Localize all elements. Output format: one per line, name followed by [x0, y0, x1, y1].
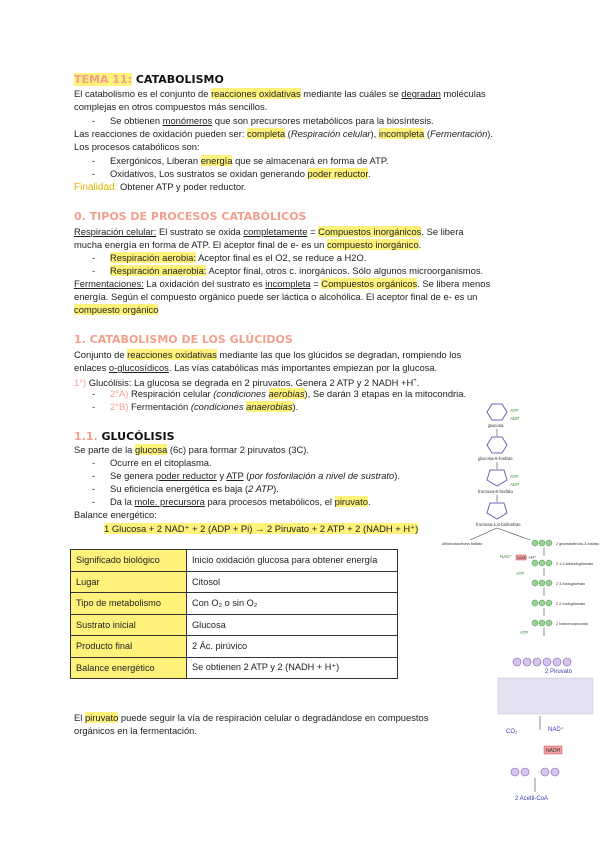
fig-f16: fructosa-1,6-bisfosfato	[476, 522, 521, 527]
s0-line-4: energía. Según el compuesto orgánico puede ser láctica o alcohólica. El aceptor final de e- es un	[74, 291, 478, 302]
table-value: Glucosa	[187, 614, 398, 636]
intro-bullet-2: Exergónicos, Liberan energía que se almacenará en forma de ATP.	[110, 155, 389, 166]
section-0-heading: 0. TIPOS DE PROCESOS CATABÓLICOS	[74, 210, 307, 223]
table-value: Inicio oxidación glucosa para obtener energía	[187, 550, 398, 572]
f6p-molecule-icon	[487, 470, 507, 486]
s0-bullet-1: Respiración aerobia: Aceptor final es el O2, se reduce a H2O.	[110, 252, 367, 263]
bullet: -	[92, 401, 96, 412]
fig-atp-1: ATP	[510, 408, 519, 413]
s11-bullet-3: Su eficiencia energética es baja (2 ATP).	[110, 483, 279, 494]
bullet: -	[92, 265, 96, 276]
f16-molecule-icon	[487, 503, 507, 519]
fig-atp-2: ATP	[510, 474, 519, 479]
end-line-1: El piruvato puede seguir la vía de respiración celular o degradándose en compuestos	[74, 712, 429, 723]
fig-atp-4: ATP	[520, 630, 529, 635]
bullet: -	[92, 155, 96, 166]
bullet: -	[92, 252, 96, 263]
s1-bullet-2: 2°B) Fermentación (condiciones anaerobias).	[110, 401, 299, 412]
fig-piruvato: 2 Piruvato	[545, 669, 573, 675]
s11-bullet-2: Se genera poder reductor y ATP (por fosforilación a nivel de sustrato).	[110, 470, 400, 481]
fig-dhap: dihidroxiacetona fosfato	[442, 542, 483, 546]
table-row	[71, 657, 398, 679]
fig-g3p: 2 gliceraldehído-3-fosfato	[556, 542, 599, 546]
fig-pep: 2 fosfoenolpiruvato	[556, 622, 589, 626]
s1-line-2: enlaces o-glucosídicos. Las vías catabólicas más importantes empiezan por la glucosa.	[74, 362, 438, 373]
fig-h: +H⁺	[528, 555, 537, 560]
fig-co2: CO₂	[506, 729, 518, 735]
s0-line-3: Fermentaciones: La oxidación del sustrato es incompleta = Compuestos orgánicos. Se libera menos	[74, 278, 491, 289]
table-key: Lugar	[71, 571, 187, 593]
bullet: -	[92, 115, 96, 126]
fig-nad: NAD⁺	[500, 554, 512, 559]
bullet: -	[92, 496, 96, 507]
s1-bullet-1: 2°A) Respiración celular (condiciones aerobias), Se darán 3 etapas en la mitocondria.	[110, 388, 467, 399]
intro-line-4: Los procesos catabólicos son:	[74, 141, 200, 152]
glycolysis-pathway-figure	[440, 400, 600, 810]
intro-line-3: Las reacciones de oxidación pueden ser: completa (Respiración celular), incompleta (Fermentación).	[74, 128, 494, 139]
intro-line-2: complejas en otros compuestos más sencillos.	[74, 101, 268, 112]
table-key: Tipo de metabolismo	[71, 593, 187, 615]
table-row	[71, 636, 398, 658]
s1-line-3: 1°) Glucólisis: La glucosa se degrada en 2 piruvatos. Genera 2 ATP y 2 NADH +H+.	[74, 377, 420, 389]
table-value: 2 Ác. pirúvico	[187, 636, 398, 658]
intro-bullet-3: Oxidativos, Los sustratos se oxidan generando poder reductor.	[110, 168, 371, 179]
table-row	[71, 571, 398, 593]
fig-bpg: 2 1,3-bisfosfoglicerato	[556, 562, 594, 566]
balance-equation: 1 Glucosa + 2 NAD⁺ + 2 (ADP + Pi) → 2 Piruvato + 2 ATP + 2 (NADH + H⁺)	[104, 523, 419, 534]
intro-bullet-1: Se obtienen monómeros que son precursores metabólicos para la biosíntesis.	[110, 115, 434, 126]
bullet: -	[92, 457, 96, 468]
fig-adp-1: ADP	[510, 416, 520, 421]
bullet: -	[92, 483, 96, 494]
s0-bullet-2: Respiración anaerobia: Aceptor final, otros c. inorgánicos. Sólo algunos microorganismos.	[110, 265, 484, 276]
section-1-heading: 1. CATABOLISMO DE LOS GLÚCIDOS	[74, 333, 293, 346]
balance-label: Balance energético:	[74, 509, 157, 520]
fig-pg3: 2 3-fosfoglicerato	[556, 582, 586, 586]
s11-bullet-4: Da la mole. precursora para procesos metabólicos, el piruvato.	[110, 496, 371, 507]
bullet: -	[92, 470, 96, 481]
s11-line-1: Se parte de la glucosa (6c) para formar 2 piruvatos (3C).	[74, 444, 310, 455]
table-row	[71, 593, 398, 615]
fig-glucosa: glucosa	[488, 423, 504, 428]
intro-line-1: El catabolismo es el conjunto de reacciones oxidativas mediante las cuáles se degradan moléculas	[74, 88, 486, 99]
fig-nadh-2: NADH	[546, 748, 561, 754]
s0-line-5: compuesto orgánico	[74, 304, 159, 315]
s0-line-2: mucha energía en forma de ATP. El aceptor final de e- es un compuesto inorgánico.	[74, 239, 422, 250]
finalidad-line: Finalidad: Obtener ATP y poder reductor.	[74, 181, 247, 193]
fig-atp-3: ATP	[516, 571, 525, 576]
s1-line-1: Conjunto de reacciones oxidativas mediante las que los glúcidos se degradan, rompiendo los	[74, 349, 462, 360]
section-1-1-heading: 1.1. GLUCÓLISIS	[74, 430, 175, 443]
table-key: Balance energético	[71, 657, 187, 679]
glycolysis-table	[70, 549, 398, 679]
fig-nad-2: NAD⁺	[548, 727, 564, 733]
table-value: Se obtienen 2 ATP y 2 (NADH + H⁺)	[187, 657, 398, 679]
end-line-2: orgánicos en la fermentación.	[74, 725, 197, 736]
fig-f6p: fructosa-6-fosfato	[478, 489, 514, 494]
bullet: -	[92, 388, 96, 399]
fig-pg2: 2 2-fosfoglicerato	[556, 602, 586, 606]
bullet: -	[92, 168, 96, 179]
fig-adp-2: ADP	[510, 482, 520, 487]
pyruvate-dehydrogenase-complex	[498, 678, 593, 714]
table-key: Producto final	[71, 636, 187, 658]
table-key: Significado biológico	[71, 550, 187, 572]
s11-bullet-1: Ocurre en el citoplasma.	[110, 457, 212, 468]
page-title: TEMA 11: CATABOLISMO	[74, 73, 224, 86]
fig-nadh: NADH	[517, 556, 527, 560]
table-value: Citosol	[187, 571, 398, 593]
s0-line-1: Respiración celular: El sustrato se oxida completamente = Compuestos inorgánicos. Se libera	[74, 226, 464, 237]
g6p-molecule-icon	[487, 437, 507, 453]
table-row	[71, 614, 398, 636]
table-row	[71, 550, 398, 572]
fig-g6p: glucosa-6-fosfato	[478, 456, 513, 461]
table-value: Con O₂ o sin O₂	[187, 593, 398, 615]
fig-acetil: 2 Acetil-CoA	[515, 796, 549, 802]
table-key: Sustrato inicial	[71, 614, 187, 636]
glucose-molecule-icon	[487, 404, 507, 420]
